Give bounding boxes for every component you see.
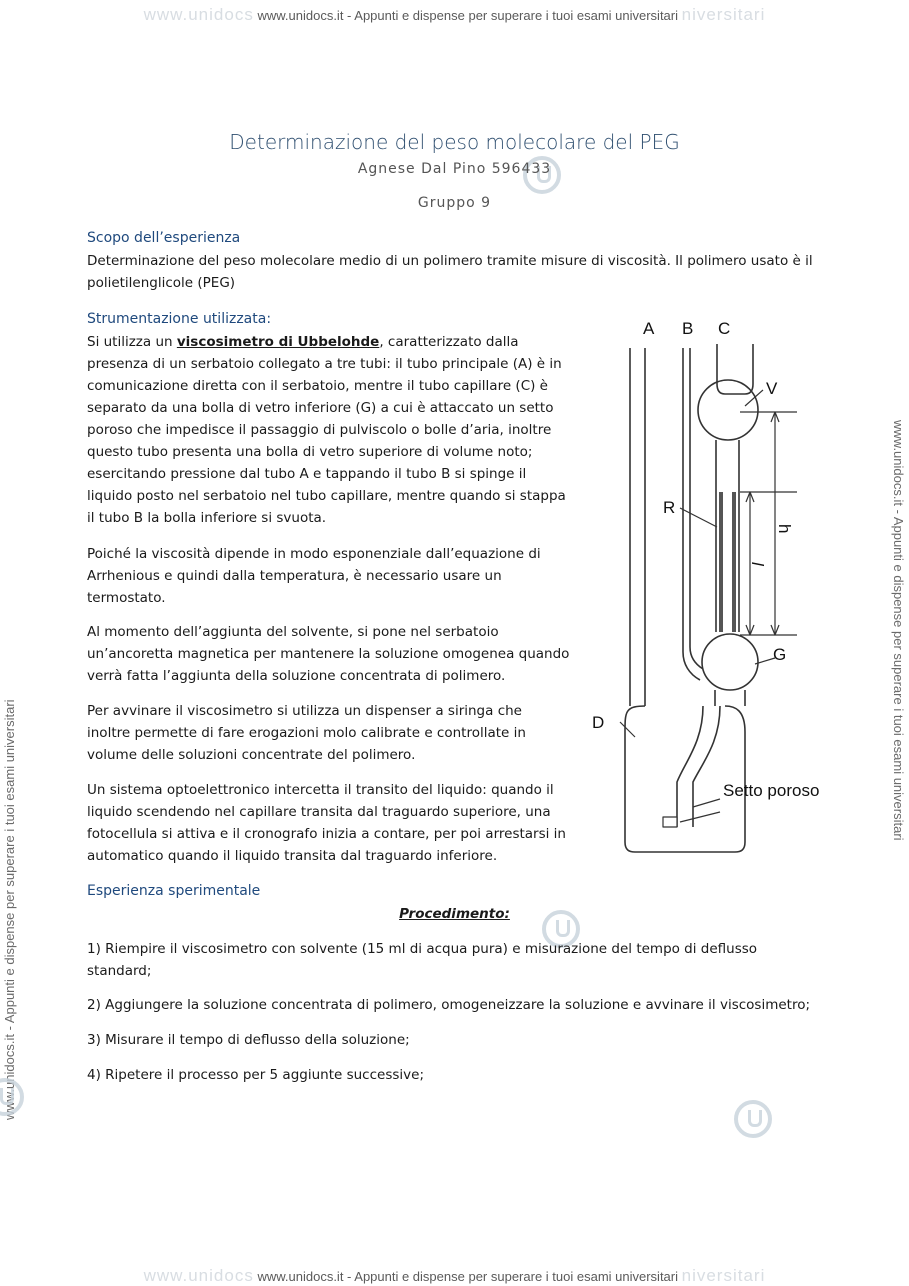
procedure-title: Procedimento: bbox=[399, 906, 510, 922]
ubbelohde-link: viscosimetro di Ubbelohde bbox=[176, 334, 380, 350]
watermark-ghost-left: www.unidocs bbox=[143, 5, 254, 24]
group-line: Gruppo 9 bbox=[417, 195, 492, 211]
watermark-bottom bbox=[0, 1266, 909, 1286]
figure-label-b: B bbox=[682, 319, 694, 338]
scope-text: Determinazione del peso molecolare medio di un polimero tramite misure di viscosità. Il polimero usato è il polietilenglicole (PEG) bbox=[87, 253, 813, 291]
watermark-top-text: www.unidocs.it - Appunti e dispense per superare i tuoi esami universitari bbox=[257, 8, 678, 23]
watermark-ghost-right: niversitari bbox=[681, 5, 766, 24]
figure-label-setto-poroso: Setto poroso bbox=[723, 781, 820, 800]
instruments-paragraph-5: Un sistema optoelettronico intercetta il transito del liquido: quando il liquido scendendo nel capillare transita dal traguardo superiore, una fotocellula si attiva e il cronografo inizia a contare, per poi arrestarsi in automatico quando il liquido transita dal traguardo inferiore. bbox=[87, 782, 566, 864]
watermark-ghost-right-bottom: niversitari bbox=[681, 1266, 766, 1285]
instruments-p1-pre: Si utilizza un bbox=[87, 334, 177, 350]
procedure-step-1: 1) Riempire il viscosimetro con solvente (15 ml di acqua pura) e misurazione del tempo di deflusso standard; bbox=[87, 941, 758, 979]
figure-label-d: D bbox=[592, 713, 605, 732]
procedure-step-3: 3) Misurare il tempo di deflusso della soluzione; bbox=[87, 1032, 410, 1048]
ubbelohde-viscometer-diagram bbox=[585, 312, 840, 857]
scope-heading: Scopo dell’esperienza bbox=[87, 230, 241, 246]
watermark-side-left: www.unidocs.it - Appunti e dispense per superare i tuoi esami universitari bbox=[2, 699, 17, 1120]
figure-label-l: l bbox=[748, 562, 767, 566]
author-line: Agnese Dal Pino 596433 bbox=[357, 161, 552, 177]
watermark-bottom-text: www.unidocs.it - Appunti e dispense per superare i tuoi esami universitari bbox=[257, 1269, 678, 1284]
experience-heading: Esperienza sperimentale bbox=[87, 883, 261, 899]
watermark-ghost-left-bottom: www.unidocs bbox=[143, 1266, 254, 1285]
document-title: Determinazione del peso molecolare del PEG bbox=[229, 130, 680, 154]
figure-label-r: R bbox=[663, 498, 676, 517]
watermark-top bbox=[0, 5, 909, 25]
instruments-p1-post: , caratterizzato dalla presenza di un serbatoio collegato a tre tubi: il tubo principale (A) è in comunicazione diretta con il serbatoio, mentre il tubo capillare (C) è separato da una bolla di vetro inferiore (G) a cui è attaccato un setto poroso che impedisce il passaggio di pulviscolo o bolle d’aria, inoltre questo tubo presenta una bolla di vetro superiore di volume noto; esercitando pressione dal tubo A e tappando il tubo B si spinge il liquido posto nel serbatoio nel tubo capillare, mentre quando si stappa il tubo B la bolla inferiore si svuota. bbox=[87, 334, 566, 526]
procedure-step-2: 2) Aggiungere la soluzione concentrata di polimero, omogeneizzare la soluzione e avvinare il viscosimetro; bbox=[87, 997, 811, 1013]
figure-label-c: C bbox=[718, 319, 731, 338]
figure-label-g: G bbox=[773, 645, 787, 664]
procedure-step-4: 4) Ripetere il processo per 5 aggiunte successive; bbox=[87, 1067, 424, 1083]
figure-label-h: h bbox=[775, 524, 794, 534]
figure-label-v: V bbox=[766, 379, 778, 398]
instruments-paragraph-1 bbox=[87, 331, 572, 529]
instruments-heading: Strumentazione utilizzata: bbox=[87, 311, 272, 327]
figure-label-a: A bbox=[643, 319, 655, 338]
instruments-paragraph-4: Per avvinare il viscosimetro si utilizza un dispenser a siringa che inoltre permette di fare erogazioni molo calibrate e controllate in volume delle soluzioni concentrate del polimero. bbox=[87, 703, 526, 763]
unidocs-logo-icon bbox=[0, 1078, 24, 1116]
instruments-paragraph-2: Poiché la viscosità dipende in modo esponenziale dall’equazione di Arrhenious e quindi dalla temperatura, è necessario usare un termostato. bbox=[87, 546, 541, 606]
unidocs-logo-icon bbox=[734, 1100, 772, 1138]
instruments-paragraph-3: Al momento dell’aggiunta del solvente, si pone nel serbatoio un’ancoretta magnetica per mantenere la soluzione omogenea quando verrà fatta l’aggiunta della soluzione concentrata di polimero. bbox=[87, 624, 570, 684]
watermark-side-right: www.unidocs.it - Appunti e dispense per superare i tuoi esami universitari bbox=[891, 420, 906, 841]
